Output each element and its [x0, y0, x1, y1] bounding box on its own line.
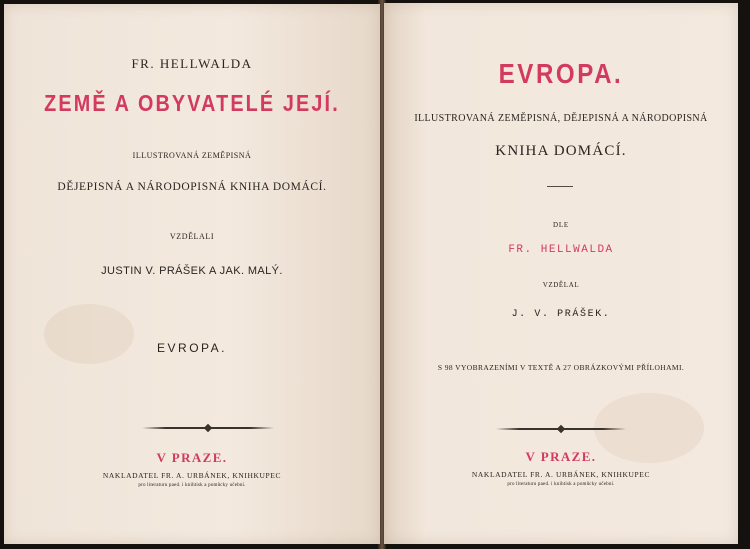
right-title: EVROPA.	[498, 58, 624, 89]
right-editor-label: VZDĚLAL	[542, 281, 580, 289]
left-place: V PRAZE.	[156, 450, 228, 465]
left-author: FR. HELLWALDA	[131, 56, 253, 71]
left-title: ZEMĚ A OBYVATELÉ JEJÍ.	[44, 90, 340, 116]
left-publisher: NAKLADATEL FR. A. URBÁNEK, KNIHKUPEC	[102, 471, 282, 480]
paper-stain	[44, 304, 134, 364]
left-subtitle-line2: DĚJEPISNÁ A NÁRODOPISNÁ KNIHA DOMÁCÍ.	[57, 181, 327, 193]
right-editor: J. V. PRÁŠEK.	[511, 309, 611, 320]
left-subtitle-line1: ILLUSTROVANÁ ZEMĚPISNÁ	[132, 151, 252, 160]
right-publisher: NAKLADATEL FR. A. URBÁNEK, KNIHKUPEC	[471, 470, 651, 479]
right-subtitle-line1: ILLUSTROVANÁ ZEMĚPISNÁ, DĚJEPISNÁ A NÁRODOPISNÁ	[414, 113, 708, 124]
right-place: V PRAZE.	[525, 449, 597, 464]
left-publisher-note: pro literaturu paed. i knihtisk a pomůcky učební.	[138, 483, 246, 488]
right-illustrations-note: S 98 VYOBRAZENÍMI V TEXTĚ A 27 OBRÁZKOVÝMI PŘÍLOHAMI.	[437, 363, 685, 372]
left-page	[4, 4, 380, 544]
left-volume-title: EVROPA.	[157, 341, 227, 355]
right-publisher-note: pro literaturu paed. i knihtisk a pomůcky učební.	[507, 482, 615, 487]
left-editors: JUSTIN V. PRÁŠEK A JAK. MALÝ.	[101, 265, 283, 277]
left-editors-label: VZDĚLALI	[169, 232, 215, 241]
right-page	[384, 3, 738, 544]
right-ornament-rule	[496, 428, 626, 430]
left-ornament-rule	[142, 427, 274, 429]
right-short-divider	[547, 186, 573, 187]
right-subtitle-line2: KNIHA DOMÁCÍ.	[495, 143, 627, 159]
right-by-label: DLE	[552, 221, 569, 229]
right-author: FR. HELLWALDA	[508, 244, 614, 256]
